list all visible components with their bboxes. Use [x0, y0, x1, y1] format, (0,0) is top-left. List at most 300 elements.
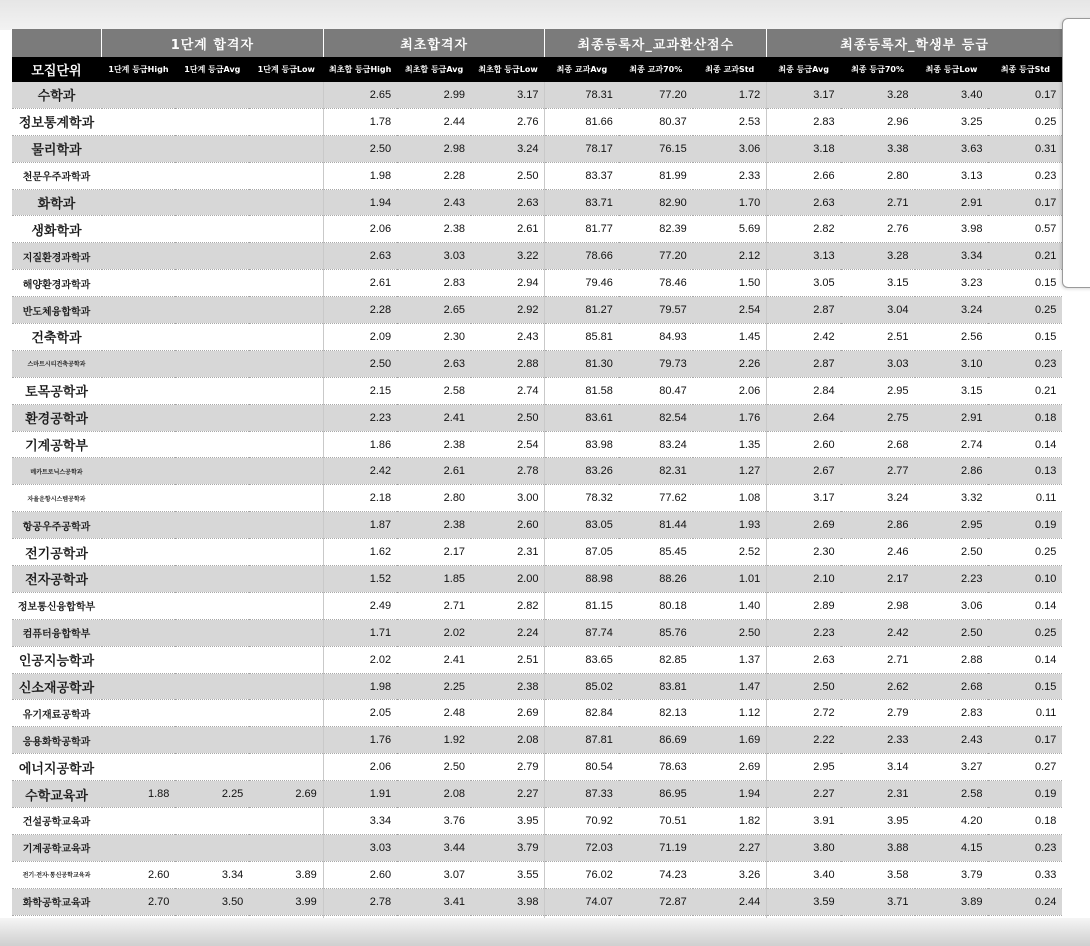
value-cell: 76.15 — [619, 135, 693, 162]
department-name-cell: 신소재공학과 — [12, 673, 102, 700]
value-cell: 1.93 — [693, 512, 767, 539]
value-cell: 2.71 — [397, 592, 471, 619]
department-name-cell: 건축학과 — [12, 324, 102, 351]
value-cell: 2.54 — [693, 297, 767, 324]
value-cell: 3.55 — [471, 861, 545, 888]
value-cell: 0.23 — [988, 834, 1062, 861]
value-cell: 2.58 — [397, 377, 471, 404]
value-cell — [249, 243, 323, 270]
value-cell: 2.50 — [397, 754, 471, 781]
value-cell: 83.61 — [545, 404, 619, 431]
value-cell — [175, 646, 249, 673]
value-cell — [249, 108, 323, 135]
value-cell — [175, 485, 249, 512]
value-cell: 3.28 — [841, 82, 915, 108]
value-cell: 2.10 — [767, 566, 841, 593]
side-scroll-tab[interactable] — [1062, 18, 1090, 288]
value-cell: 1.98 — [323, 673, 397, 700]
value-cell: 86.69 — [619, 727, 693, 754]
table-row — [12, 619, 1063, 646]
value-cell: 2.46 — [841, 539, 915, 566]
value-cell: 2.51 — [471, 646, 545, 673]
department-name-cell: 건설공학교육과 — [12, 808, 102, 835]
value-cell — [175, 539, 249, 566]
value-cell: 2.70 — [102, 888, 176, 915]
value-cell — [249, 700, 323, 727]
department-name-cell: 컴퓨터융합학부 — [12, 619, 102, 646]
value-cell: 81.30 — [545, 350, 619, 377]
value-cell: 85.45 — [619, 539, 693, 566]
value-cell: 0.21 — [988, 243, 1062, 270]
value-cell: 2.79 — [471, 754, 545, 781]
value-cell: 2.58 — [915, 781, 989, 808]
value-cell: 3.63 — [915, 135, 989, 162]
value-cell: 0.23 — [988, 162, 1062, 189]
value-cell — [102, 539, 176, 566]
department-name-cell: 정보통계학과 — [12, 108, 102, 135]
value-cell: 81.99 — [619, 162, 693, 189]
value-cell: 80.18 — [619, 592, 693, 619]
value-cell — [249, 189, 323, 216]
value-cell: 82.39 — [619, 216, 693, 243]
value-cell — [102, 324, 176, 351]
value-cell: 3.34 — [915, 243, 989, 270]
column-header: 최종 교과Avg — [545, 57, 619, 82]
value-cell: 0.15 — [988, 270, 1062, 297]
table-row — [12, 888, 1063, 915]
group-header-blank — [12, 29, 102, 57]
value-cell: 3.24 — [915, 297, 989, 324]
table-row — [12, 270, 1063, 297]
value-cell: 2.30 — [397, 324, 471, 351]
table-row — [12, 189, 1063, 216]
department-name-cell: 반도체융합학과 — [12, 297, 102, 324]
top-background-band — [0, 0, 1090, 30]
value-cell: 85.76 — [619, 619, 693, 646]
value-cell: 1.12 — [693, 700, 767, 727]
value-cell: 86.95 — [619, 781, 693, 808]
value-cell: 1.40 — [693, 592, 767, 619]
value-cell: 2.02 — [323, 646, 397, 673]
value-cell: 0.23 — [988, 350, 1062, 377]
value-cell: 2.99 — [397, 82, 471, 108]
value-cell: 2.12 — [693, 243, 767, 270]
value-cell: 0.18 — [988, 404, 1062, 431]
value-cell: 2.27 — [767, 781, 841, 808]
group-header-stage1: 1단계 합격자 — [102, 29, 324, 57]
value-cell: 3.32 — [915, 485, 989, 512]
value-cell — [175, 189, 249, 216]
value-cell: 2.83 — [397, 270, 471, 297]
table-body — [12, 82, 1063, 942]
value-cell: 2.63 — [767, 189, 841, 216]
value-cell — [175, 82, 249, 108]
value-cell: 2.02 — [397, 619, 471, 646]
admission-results-table — [11, 29, 1063, 943]
value-cell — [249, 324, 323, 351]
value-cell: 2.43 — [471, 324, 545, 351]
value-cell: 2.68 — [841, 431, 915, 458]
value-cell — [102, 700, 176, 727]
value-cell: 0.25 — [988, 619, 1062, 646]
column-header: 최초합 등급High — [323, 57, 397, 82]
table-row — [12, 404, 1063, 431]
table-row — [12, 781, 1063, 808]
column-header: 최종 등급70% — [841, 57, 915, 82]
value-cell: 3.17 — [471, 82, 545, 108]
value-cell: 3.00 — [471, 485, 545, 512]
value-cell: 3.24 — [841, 485, 915, 512]
value-cell: 2.41 — [397, 404, 471, 431]
value-cell: 84.93 — [619, 324, 693, 351]
value-cell — [175, 350, 249, 377]
value-cell: 81.27 — [545, 297, 619, 324]
table-row — [12, 162, 1063, 189]
value-cell: 83.98 — [545, 431, 619, 458]
value-cell: 2.75 — [841, 404, 915, 431]
table-row — [12, 243, 1063, 270]
value-cell: 2.65 — [323, 82, 397, 108]
value-cell — [249, 619, 323, 646]
value-cell: 2.06 — [693, 377, 767, 404]
value-cell: 0.11 — [988, 485, 1062, 512]
group-header-row — [12, 29, 1063, 57]
value-cell: 3.40 — [767, 861, 841, 888]
value-cell: 1.78 — [323, 108, 397, 135]
value-cell: 2.26 — [693, 350, 767, 377]
department-name-cell: 해양환경과학과 — [12, 270, 102, 297]
value-cell: 2.92 — [471, 297, 545, 324]
value-cell: 2.00 — [471, 566, 545, 593]
value-cell — [175, 243, 249, 270]
value-cell: 0.25 — [988, 297, 1062, 324]
value-cell: 0.31 — [988, 135, 1062, 162]
department-name-cell: 정보통신융합학부 — [12, 592, 102, 619]
value-cell — [102, 834, 176, 861]
value-cell: 3.91 — [767, 808, 841, 835]
value-cell — [249, 431, 323, 458]
value-cell: 2.50 — [915, 539, 989, 566]
value-cell — [249, 404, 323, 431]
value-cell: 83.65 — [545, 646, 619, 673]
column-header-name: 모집단위 — [12, 57, 102, 82]
table-row — [12, 861, 1063, 888]
table-row — [12, 727, 1063, 754]
value-cell — [249, 297, 323, 324]
value-cell: 2.25 — [175, 781, 249, 808]
value-cell: 5.69 — [693, 216, 767, 243]
value-cell — [175, 700, 249, 727]
value-cell: 2.17 — [397, 539, 471, 566]
value-cell: 1.37 — [693, 646, 767, 673]
value-cell — [249, 458, 323, 485]
value-cell — [175, 727, 249, 754]
table-row — [12, 377, 1063, 404]
value-cell: 81.66 — [545, 108, 619, 135]
value-cell: 0.21 — [988, 377, 1062, 404]
value-cell: 78.17 — [545, 135, 619, 162]
value-cell — [249, 82, 323, 108]
value-cell: 2.42 — [767, 324, 841, 351]
value-cell: 71.19 — [619, 834, 693, 861]
value-cell: 1.71 — [323, 619, 397, 646]
value-cell — [175, 135, 249, 162]
value-cell: 1.27 — [693, 458, 767, 485]
value-cell: 2.33 — [841, 727, 915, 754]
value-cell: 83.37 — [545, 162, 619, 189]
value-cell — [102, 297, 176, 324]
column-header: 1단계 등급Low — [249, 57, 323, 82]
value-cell: 3.15 — [915, 377, 989, 404]
table-row — [12, 673, 1063, 700]
value-cell: 3.15 — [841, 270, 915, 297]
value-cell: 2.82 — [471, 592, 545, 619]
value-cell: 2.54 — [471, 431, 545, 458]
value-cell: 83.81 — [619, 673, 693, 700]
value-cell: 1.72 — [693, 82, 767, 108]
value-cell — [249, 270, 323, 297]
value-cell: 2.28 — [323, 297, 397, 324]
value-cell: 2.74 — [471, 377, 545, 404]
department-name-cell: 지질환경과학과 — [12, 243, 102, 270]
value-cell: 2.98 — [397, 135, 471, 162]
value-cell: 2.66 — [767, 162, 841, 189]
value-cell: 2.23 — [767, 619, 841, 646]
value-cell — [249, 566, 323, 593]
table-row — [12, 216, 1063, 243]
value-cell: 2.48 — [397, 700, 471, 727]
value-cell: 2.65 — [397, 297, 471, 324]
value-cell: 2.06 — [323, 754, 397, 781]
value-cell: 87.81 — [545, 727, 619, 754]
value-cell: 0.14 — [988, 592, 1062, 619]
value-cell — [102, 162, 176, 189]
value-cell: 2.38 — [471, 673, 545, 700]
value-cell — [175, 270, 249, 297]
value-cell — [102, 808, 176, 835]
value-cell — [102, 485, 176, 512]
department-name-cell: 인공지능학과 — [12, 646, 102, 673]
value-cell: 1.82 — [693, 808, 767, 835]
table-row — [12, 700, 1063, 727]
value-cell: 3.06 — [693, 135, 767, 162]
value-cell: 88.98 — [545, 566, 619, 593]
value-cell: 2.15 — [323, 377, 397, 404]
value-cell: 1.88 — [102, 781, 176, 808]
value-cell: 82.13 — [619, 700, 693, 727]
value-cell: 3.58 — [841, 861, 915, 888]
value-cell: 2.82 — [767, 216, 841, 243]
value-cell: 2.69 — [249, 781, 323, 808]
value-cell: 83.71 — [545, 189, 619, 216]
department-name-cell: 환경공학과 — [12, 404, 102, 431]
value-cell: 1.01 — [693, 566, 767, 593]
value-cell: 78.63 — [619, 754, 693, 781]
value-cell: 87.05 — [545, 539, 619, 566]
value-cell: 0.17 — [988, 82, 1062, 108]
value-cell — [249, 727, 323, 754]
value-cell — [102, 377, 176, 404]
value-cell: 0.33 — [988, 861, 1062, 888]
value-cell: 3.26 — [693, 861, 767, 888]
value-cell: 88.26 — [619, 566, 693, 593]
value-cell — [102, 350, 176, 377]
value-cell: 1.52 — [323, 566, 397, 593]
value-cell: 2.08 — [397, 781, 471, 808]
value-cell: 3.13 — [767, 243, 841, 270]
department-name-cell: 토목공학과 — [12, 377, 102, 404]
value-cell: 3.95 — [841, 808, 915, 835]
value-cell: 1.47 — [693, 673, 767, 700]
value-cell: 3.34 — [323, 808, 397, 835]
department-name-cell: 전기공학과 — [12, 539, 102, 566]
value-cell — [175, 216, 249, 243]
value-cell: 2.38 — [397, 512, 471, 539]
value-cell: 81.15 — [545, 592, 619, 619]
column-header: 최종 등급Avg — [767, 57, 841, 82]
value-cell — [175, 512, 249, 539]
value-cell: 2.17 — [841, 566, 915, 593]
value-cell: 2.61 — [397, 458, 471, 485]
department-name-cell: 응용화학공학과 — [12, 727, 102, 754]
value-cell: 2.30 — [767, 539, 841, 566]
value-cell: 2.60 — [471, 512, 545, 539]
department-name-cell: 천문우주과학과 — [12, 162, 102, 189]
department-name-cell: 수학교육과 — [12, 781, 102, 808]
table-row — [12, 82, 1063, 108]
table-row — [12, 458, 1063, 485]
value-cell: 87.74 — [545, 619, 619, 646]
value-cell: 1.69 — [693, 727, 767, 754]
value-cell: 1.87 — [323, 512, 397, 539]
table-row — [12, 592, 1063, 619]
value-cell: 3.50 — [175, 888, 249, 915]
value-cell: 3.04 — [841, 297, 915, 324]
value-cell: 2.91 — [915, 189, 989, 216]
value-cell — [249, 485, 323, 512]
group-header-final-score: 최종등록자_교과환산점수 — [545, 29, 767, 57]
value-cell — [102, 592, 176, 619]
group-header-initial: 최초합격자 — [323, 29, 545, 57]
value-cell: 78.46 — [619, 270, 693, 297]
value-cell: 2.71 — [841, 189, 915, 216]
value-cell: 2.43 — [915, 727, 989, 754]
value-cell — [102, 566, 176, 593]
value-cell: 3.80 — [767, 834, 841, 861]
value-cell: 3.71 — [841, 888, 915, 915]
department-name-cell: 화학과 — [12, 189, 102, 216]
value-cell: 2.06 — [323, 216, 397, 243]
column-header-row — [12, 57, 1063, 82]
value-cell: 2.28 — [397, 162, 471, 189]
value-cell: 0.19 — [988, 781, 1062, 808]
value-cell: 2.83 — [767, 108, 841, 135]
table-row — [12, 566, 1063, 593]
value-cell — [175, 673, 249, 700]
table-row — [12, 539, 1063, 566]
value-cell — [102, 431, 176, 458]
value-cell: 3.17 — [767, 485, 841, 512]
value-cell — [249, 808, 323, 835]
table-row — [12, 135, 1063, 162]
value-cell: 2.72 — [767, 700, 841, 727]
value-cell — [102, 135, 176, 162]
department-name-cell: 화학공학교육과 — [12, 888, 102, 915]
table-row — [12, 754, 1063, 781]
value-cell: 81.44 — [619, 512, 693, 539]
column-header: 최종 교과Std — [693, 57, 767, 82]
value-cell: 2.77 — [841, 458, 915, 485]
column-header: 1단계 등급High — [102, 57, 176, 82]
value-cell: 2.49 — [323, 592, 397, 619]
value-cell: 1.50 — [693, 270, 767, 297]
department-name-cell: 수학과 — [12, 82, 102, 108]
value-cell: 3.89 — [915, 888, 989, 915]
department-name-cell: 자율운항시스템공학과 — [12, 485, 102, 512]
value-cell: 0.10 — [988, 566, 1062, 593]
value-cell: 2.76 — [471, 108, 545, 135]
value-cell: 2.50 — [471, 162, 545, 189]
value-cell: 85.02 — [545, 673, 619, 700]
value-cell: 3.41 — [397, 888, 471, 915]
value-cell: 78.32 — [545, 485, 619, 512]
value-cell: 0.11 — [988, 700, 1062, 727]
value-cell: 1.91 — [323, 781, 397, 808]
value-cell: 2.80 — [397, 485, 471, 512]
value-cell: 2.78 — [323, 888, 397, 915]
value-cell: 2.91 — [915, 404, 989, 431]
department-name-cell: 전자공학과 — [12, 566, 102, 593]
value-cell: 2.38 — [397, 431, 471, 458]
value-cell — [249, 216, 323, 243]
value-cell: 3.99 — [249, 888, 323, 915]
value-cell: 0.24 — [988, 888, 1062, 915]
value-cell — [249, 834, 323, 861]
value-cell: 83.24 — [619, 431, 693, 458]
admission-results-table-container — [11, 29, 1062, 943]
value-cell: 3.07 — [397, 861, 471, 888]
value-cell — [175, 592, 249, 619]
value-cell: 2.05 — [323, 700, 397, 727]
value-cell — [175, 377, 249, 404]
value-cell: 2.76 — [841, 216, 915, 243]
value-cell: 1.45 — [693, 324, 767, 351]
column-header: 최초합 등급Low — [471, 57, 545, 82]
value-cell — [102, 243, 176, 270]
value-cell: 3.27 — [915, 754, 989, 781]
table-row — [12, 808, 1063, 835]
column-header: 최종 등급Low — [915, 57, 989, 82]
value-cell: 3.14 — [841, 754, 915, 781]
value-cell: 3.03 — [323, 834, 397, 861]
value-cell: 2.95 — [915, 512, 989, 539]
value-cell: 2.23 — [323, 404, 397, 431]
value-cell: 2.86 — [915, 458, 989, 485]
value-cell — [249, 754, 323, 781]
table-row — [12, 324, 1063, 351]
value-cell: 2.09 — [323, 324, 397, 351]
value-cell: 3.44 — [397, 834, 471, 861]
value-cell: 3.17 — [767, 82, 841, 108]
value-cell — [102, 270, 176, 297]
value-cell: 0.14 — [988, 646, 1062, 673]
value-cell — [102, 189, 176, 216]
value-cell: 74.23 — [619, 861, 693, 888]
value-cell: 2.95 — [841, 377, 915, 404]
value-cell: 2.50 — [323, 350, 397, 377]
table-row — [12, 646, 1063, 673]
value-cell: 76.02 — [545, 861, 619, 888]
